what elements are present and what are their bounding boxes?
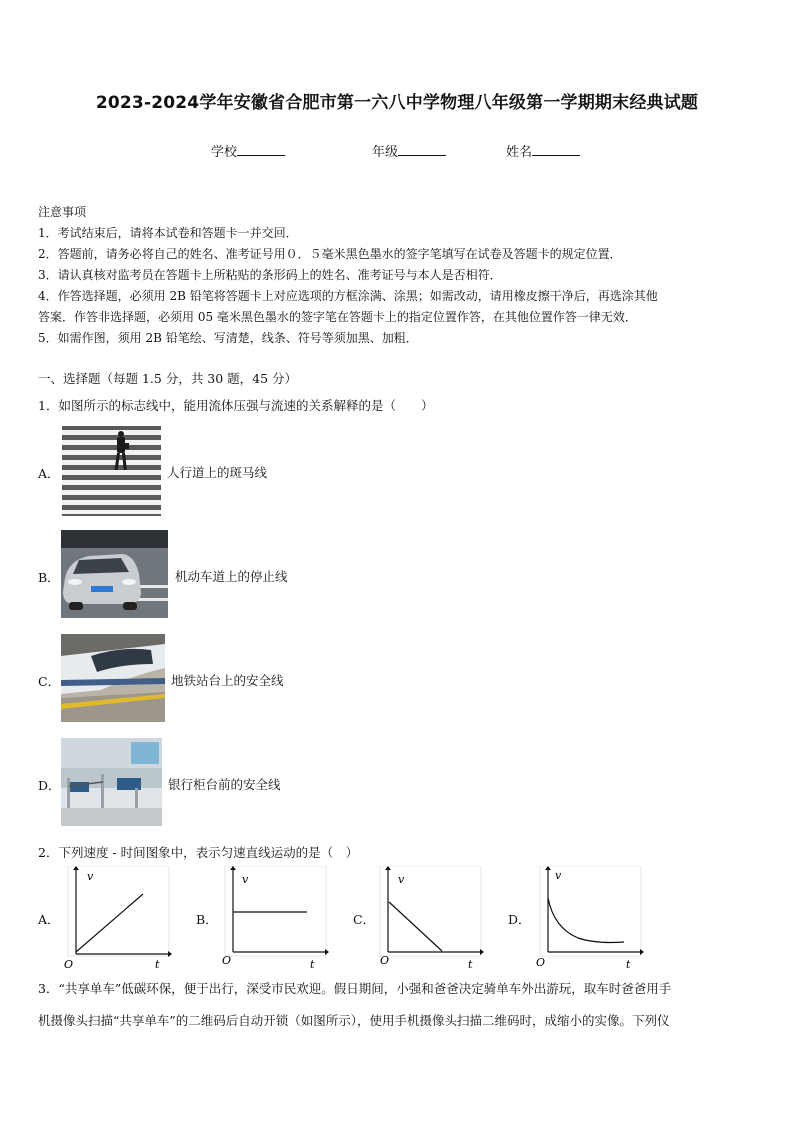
page-title: 2023-2024学年安徽省合肥市第一六八中学物理八年级第一学期期末经典试题 <box>95 93 699 113</box>
option-b-text: 机动车道上的停止线 <box>175 569 288 584</box>
name-blank <box>532 144 580 156</box>
graph-a-origin-label: O <box>64 958 74 971</box>
graph-b <box>217 866 329 972</box>
notice-item: 1．考试结束后，请将本试卷和答题卡一并交回． <box>38 226 298 240</box>
option-d-letter: D． <box>38 778 61 793</box>
q2-option-b-letter: B． <box>196 912 218 927</box>
graph-c-svg <box>372 866 484 972</box>
graph-b-v-label: v <box>242 873 249 886</box>
notice-item: 答案．作答非选择题，必须用 05 毫米黑色墨水的签字笔在答题卡上的指定位置作答，在其他位置作答一律无效． <box>38 310 637 324</box>
notice-item: 3．请认真核对监考员在答题卡上所粘贴的条形码上的姓名、准考证号与本人是否相符． <box>38 268 502 282</box>
grade-field <box>372 141 446 160</box>
name-label: 姓名 <box>506 145 533 160</box>
school-blank <box>237 144 285 156</box>
car-stop-line-photo <box>61 530 168 618</box>
notice-heading: 注意事项 <box>38 205 87 219</box>
graph-c-v-label: v <box>398 873 405 886</box>
grade-label: 年级 <box>372 145 399 160</box>
grade-blank <box>398 144 446 156</box>
notice-item: 4．作答选择题，必须用 2B 铅笔将答题卡上对应选项的方框涂满、涂黑；如需改动，请用橡皮擦干净后，再选涂其他 <box>38 289 658 303</box>
graph-a-v-label: v <box>87 870 94 883</box>
option-c-text: 地铁站台上的安全线 <box>171 673 284 688</box>
graph-a-svg <box>60 866 172 972</box>
graph-d-svg <box>532 866 644 972</box>
graph-d-v-label: v <box>555 869 562 882</box>
option-a-letter: A． <box>38 466 60 481</box>
bank-counter-photo <box>61 738 162 826</box>
graph-a <box>60 866 172 972</box>
graph-c-t-label: t <box>468 958 473 971</box>
question-1-stem: 1．如图所示的标志线中，能用流体压强与流速的关系解释的是（ ） <box>38 398 434 413</box>
graph-b-svg <box>217 866 329 972</box>
notice-item: 5．如需作图，须用 2B 铅笔绘、写清楚，线条、符号等须加黑、加粗． <box>38 331 418 345</box>
option-b-letter: B． <box>38 570 60 585</box>
graph-c-origin-label: O <box>380 954 390 967</box>
notice-item: 2．答题前，请务必将自己的姓名、准考证号用０．５毫米黑色墨水的签字笔填写在试卷及答题卡的规定位置． <box>38 247 622 261</box>
school-label: 学校 <box>211 145 238 160</box>
q2-option-d-letter: D． <box>508 912 531 927</box>
option-a-text: 人行道上的斑马线 <box>167 465 268 480</box>
school-field <box>211 141 285 160</box>
graph-b-origin-label: O <box>222 954 232 967</box>
graph-d-t-label: t <box>626 958 631 971</box>
q2-option-a-letter: A． <box>38 912 60 927</box>
subway-platform-photo <box>61 634 165 722</box>
section-heading: 一、选择题（每题 1.5 分，共 30 题，45 分） <box>38 371 298 386</box>
graph-c <box>372 866 484 972</box>
graph-d <box>532 866 644 972</box>
option-d-text: 银行柜台前的安全线 <box>168 777 281 792</box>
graph-b-t-label: t <box>310 958 315 971</box>
question-2-stem: 2．下列速度 - 时间图象中，表示匀速直线运动的是（ ） <box>38 845 359 860</box>
name-field <box>506 141 580 160</box>
graph-a-t-label: t <box>155 958 160 971</box>
graph-d-origin-label: O <box>536 956 546 969</box>
zebra-crossing-photo <box>62 426 161 516</box>
question-3-line-1: 3．“共享单车”低碳环保，便于出行，深受市民欢迎。假日期间，小强和爸爸决定骑单车外出游玩，取车时爸爸用手 <box>38 981 672 996</box>
option-c-letter: C． <box>38 674 61 689</box>
q2-option-c-letter: C． <box>353 912 376 927</box>
question-3-line-2: 机摄像头扫描“共享单车”的二维码后自动开锁（如图所示），使用手机摄像头扫描二维码时，成缩小的实像。下列仪 <box>38 1013 670 1028</box>
